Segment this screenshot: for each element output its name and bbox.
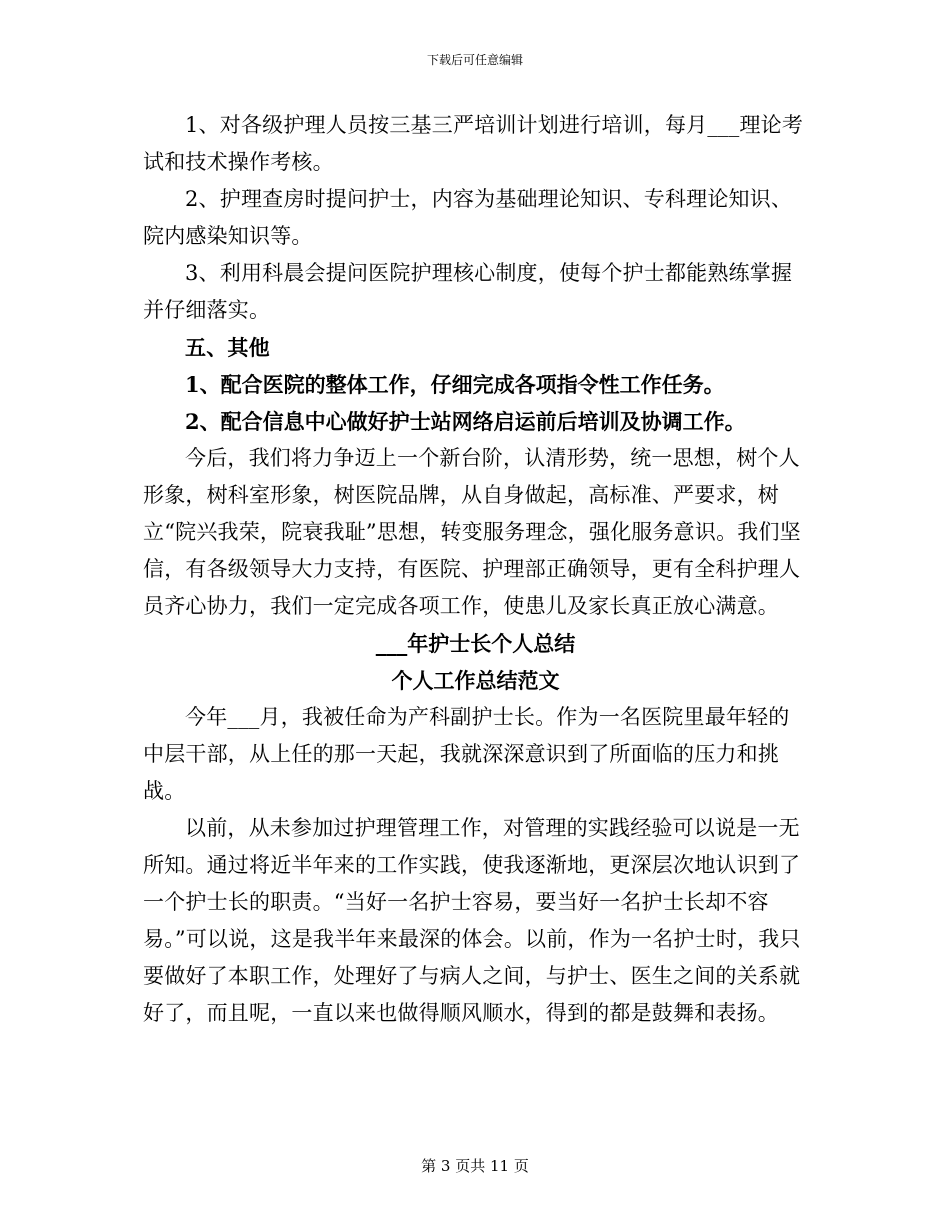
document-title: ___年护士长个人总结 xyxy=(375,631,576,656)
section-heading-other: 五、其他 xyxy=(185,335,270,360)
paragraph-item-3: 3、利用科晨会提问医院护理核心制度，使每个护士都能熟练掌握并仔细落实。 xyxy=(143,261,793,322)
page-number: 第 3 页共 11 页 xyxy=(421,1157,529,1175)
paragraph-appointment: 今年___月，我被任命为产科副护士长。作为一名医院里最年轻的中层干部，从上任的那一天起，我就深深意识到了所面临的压力和挑战。 xyxy=(143,705,790,803)
page-header: 下载后可任意编辑 xyxy=(426,53,523,67)
paragraph-item-2: 2、护理查房时提问护士，内容为基础理论知识、专科理论知识、院内感染知识等。 xyxy=(143,187,793,248)
document-body xyxy=(143,107,808,1032)
paragraph-closing: 今后，我们将力争迈上一个新台阶，认清形势，统一思想，树个人形象，树科室形象，树医院品牌，从自身做起，高标准、严要求，树立“院兴我荣，院衰我耻”思想，转变服务理念，强化服务意识。我们坚信，有各级领导大力支持，有医院、护理部正确领导，更有全科护理人员齐心协力，我们一定完成各项工作，使患儿及家长真正放心满意。 xyxy=(143,446,801,618)
paragraph-bold-2: 2、配合信息中心做好护士站网络启运前后培训及协调工作。 xyxy=(185,409,746,434)
paragraph-item-1: 1、对各级护理人员按三基三严培训计划进行培训，每月___理论考试和技术操作考核。 xyxy=(143,113,804,174)
paragraph-experience: 以前，从未参加过护理管理工作，对管理的实践经验可以说是一无所知。通过将近半年来的工作实践，使我逐渐地，更深层次地认识到了一个护士长的职责。“当好一名护士容易，要当好一名护士长却不容易。”可以说，这是我半年来最深的体会。以前，作为一名护士时，我只要做好了本职工作，处理好了与病人之间，与护士、医生之间的关系就好了，而且呢，一直以来也做得顺风顺水，得到的都是鼓舞和表扬。 xyxy=(143,816,801,1025)
document-subtitle: 个人工作总结范文 xyxy=(391,668,560,693)
paragraph-bold-1: 1、配合医院的整体工作，仔细完成各项指令性工作任务。 xyxy=(185,372,725,397)
